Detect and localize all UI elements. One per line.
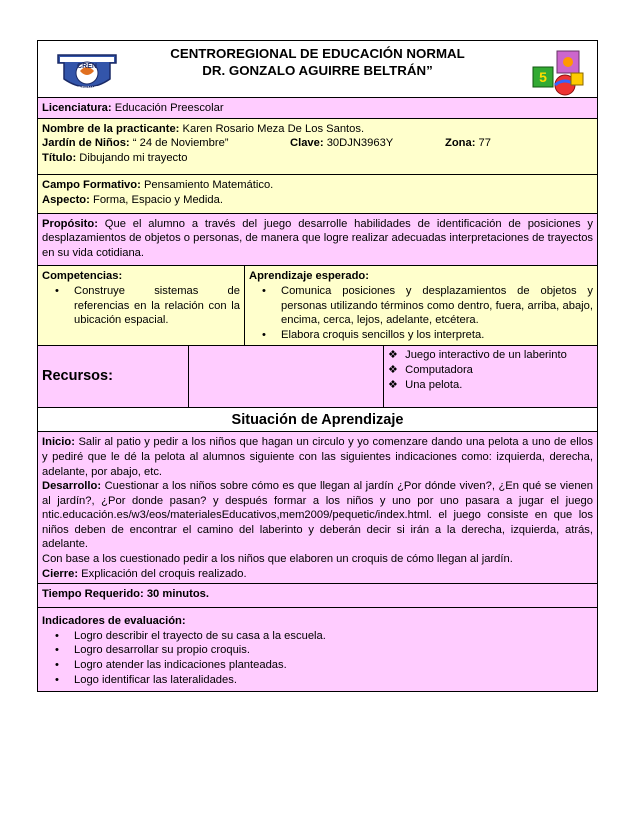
recursos-list-cell <box>384 346 597 407</box>
zona-field <box>445 136 491 151</box>
svg-text:5: 5 <box>539 69 547 85</box>
secuencia-row <box>37 432 598 584</box>
recursos-row <box>37 346 598 408</box>
campo-line <box>42 178 593 193</box>
clave-label: Clave: <box>290 137 324 150</box>
svg-text:TUXPAN VER: TUXPAN VER <box>72 85 102 90</box>
campo-value: Pensamiento Matemático. <box>140 179 274 192</box>
list-item: ❖ Computadora <box>388 363 473 376</box>
recursos-label-cell <box>38 346 189 407</box>
zona-value: 77 <box>475 137 492 150</box>
diamond-bullet-icon: ❖ <box>388 378 399 391</box>
list-item: • Logro desarrollar su propio croquis. <box>55 644 250 657</box>
clave-value: 30DJN3963Y <box>323 137 394 150</box>
clave-field <box>290 136 393 151</box>
list-item: • Logro describir el trayecto de su casa a la escuela. <box>55 629 326 642</box>
campo-row <box>37 175 598 213</box>
competencias-list <box>42 284 240 328</box>
proposito-value: Que el alumno a través del juego desarrolle habilidades de identificación de posiciones y desplazamientos de objetos o personas, de manera que logre realizar adecuadas interpretaciones de trayectos en su vida cotidiana. <box>42 217 594 259</box>
list-item: • Construye sistemas de referencias en la relación con la ubicación espacial. <box>55 284 240 327</box>
desarrollo-paragraph: Desarrollo: Cuestionar a los niños sobre cómo es que llegan al jardín ¿Por dónde viven?, ¿En qué se vienen al jardín?, ¿Por donde pasan? y después formar a los niños y uno por uno pasara a jugar el juego ntic.educación.es/w3/eos/materialesEducativos,mem2009/pequetic/index.html. el juego consiste en que los niños deben de encontrar el camino del laberinto y deberán decir si irán a la derecha, izquierda, atrás, adelante. <box>42 480 593 551</box>
title-line-1: CENTROREGIONAL DE EDUCACIÓN NORMAL <box>170 46 465 61</box>
bullet-icon: • <box>262 284 266 297</box>
diamond-bullet-icon: ❖ <box>388 363 399 376</box>
licenciatura-row <box>37 98 598 119</box>
licenciatura-label: Licenciatura: <box>42 102 112 114</box>
bullet-icon: • <box>55 673 59 686</box>
planning-sheet <box>37 40 598 692</box>
indicadores-list <box>42 629 593 687</box>
aspecto-value: Forma, Espacio y Medida. <box>89 193 223 206</box>
jardin-value: “ 24 de Noviembre” <box>129 137 229 150</box>
desarrollo-label: Desarrollo: <box>42 480 102 493</box>
bullet-icon: • <box>262 328 266 341</box>
recursos-empty-cell <box>189 346 384 407</box>
competencias-label: Competencias: <box>42 270 123 283</box>
titulo-value: Dibujando mi trayecto <box>76 151 188 164</box>
aprendizaje-list <box>249 284 593 342</box>
list-item: • Logo identificar las lateralidades. <box>55 673 237 686</box>
recursos-label: Recursos: <box>42 368 113 385</box>
indicadores-label: Indicadores de evaluación: <box>42 615 186 628</box>
competencias-row <box>37 266 598 346</box>
diamond-bullet-icon: ❖ <box>388 349 399 362</box>
jardin-label: Jardín de Niños: <box>42 137 130 150</box>
info-row <box>37 119 598 176</box>
zona-label: Zona: <box>445 137 476 150</box>
header-row <box>37 40 598 98</box>
titulo-line <box>42 151 593 166</box>
proposito-label: Propósito: <box>42 217 98 230</box>
tiempo-row <box>37 584 598 608</box>
list-item: • Elabora croquis sencillos y los interpreta. <box>262 328 485 341</box>
bullet-icon: • <box>55 629 59 642</box>
licenciatura-value: Educación Preescolar <box>111 102 224 114</box>
inicio-paragraph: Inicio: Salir al patio y pedir a los niños que hagan un circulo y yo comenzare dando una pelota a uno de ellos y pediré que le dé la pelota al alumnos siguiente con las siguientes indicaciones como: izquierda, derecha, adelante, por abajo, etc. <box>42 436 593 478</box>
aspecto-label: Aspecto: <box>42 193 90 206</box>
aprendizaje-cell <box>245 266 597 345</box>
institution-title <box>38 45 597 79</box>
situacion-heading: Situación de Aprendizaje <box>37 408 598 432</box>
cierre-label: Cierre: <box>42 567 79 580</box>
bullet-icon: • <box>55 644 59 657</box>
jardin-line <box>42 136 593 151</box>
title-line-2: DR. GONZALO AGUIRRE BELTRÁN” <box>202 63 433 78</box>
inicio-label: Inicio: <box>42 436 75 449</box>
practicante-line <box>42 122 593 137</box>
bullet-icon: • <box>55 284 59 297</box>
competencias-cell <box>38 266 245 345</box>
bullet-icon: • <box>55 659 59 672</box>
svg-text:CREN: CREN <box>77 63 97 70</box>
extra-paragraph: Con base a los cuestionado pedir a los niños que elaboren un croquis de cómo llegan al jardín. <box>42 553 513 566</box>
list-item: • Logro atender las indicaciones planteadas. <box>55 659 287 672</box>
tiempo-label: Tiempo Requerido: 30 minutos. <box>42 588 210 601</box>
cierre-paragraph: Cierre: Explicación del croquis realizado. <box>42 567 247 580</box>
list-item: ❖ Juego interactivo de un laberinto <box>388 349 567 362</box>
indicadores-row <box>37 608 598 692</box>
aspecto-line <box>42 193 593 208</box>
list-item: • Comunica posiciones y desplazamientos de objetos y personas utilizando términos como dentro, fuera, arriba, abajo, encima, cerca, lejos, adelante, etcétera. <box>262 284 593 327</box>
titulo-label: Título: <box>42 151 77 164</box>
proposito-row <box>37 214 598 267</box>
practicante-label: Nombre de la practicante: <box>42 122 180 135</box>
practicante-value: Karen Rosario Meza De Los Santos. <box>179 122 365 135</box>
campo-label: Campo Formativo: <box>42 179 141 192</box>
aprendizaje-label: Aprendizaje esperado: <box>249 270 369 283</box>
toy-blocks-icon <box>527 45 587 97</box>
list-item: ❖ Una pelota. <box>388 378 463 391</box>
